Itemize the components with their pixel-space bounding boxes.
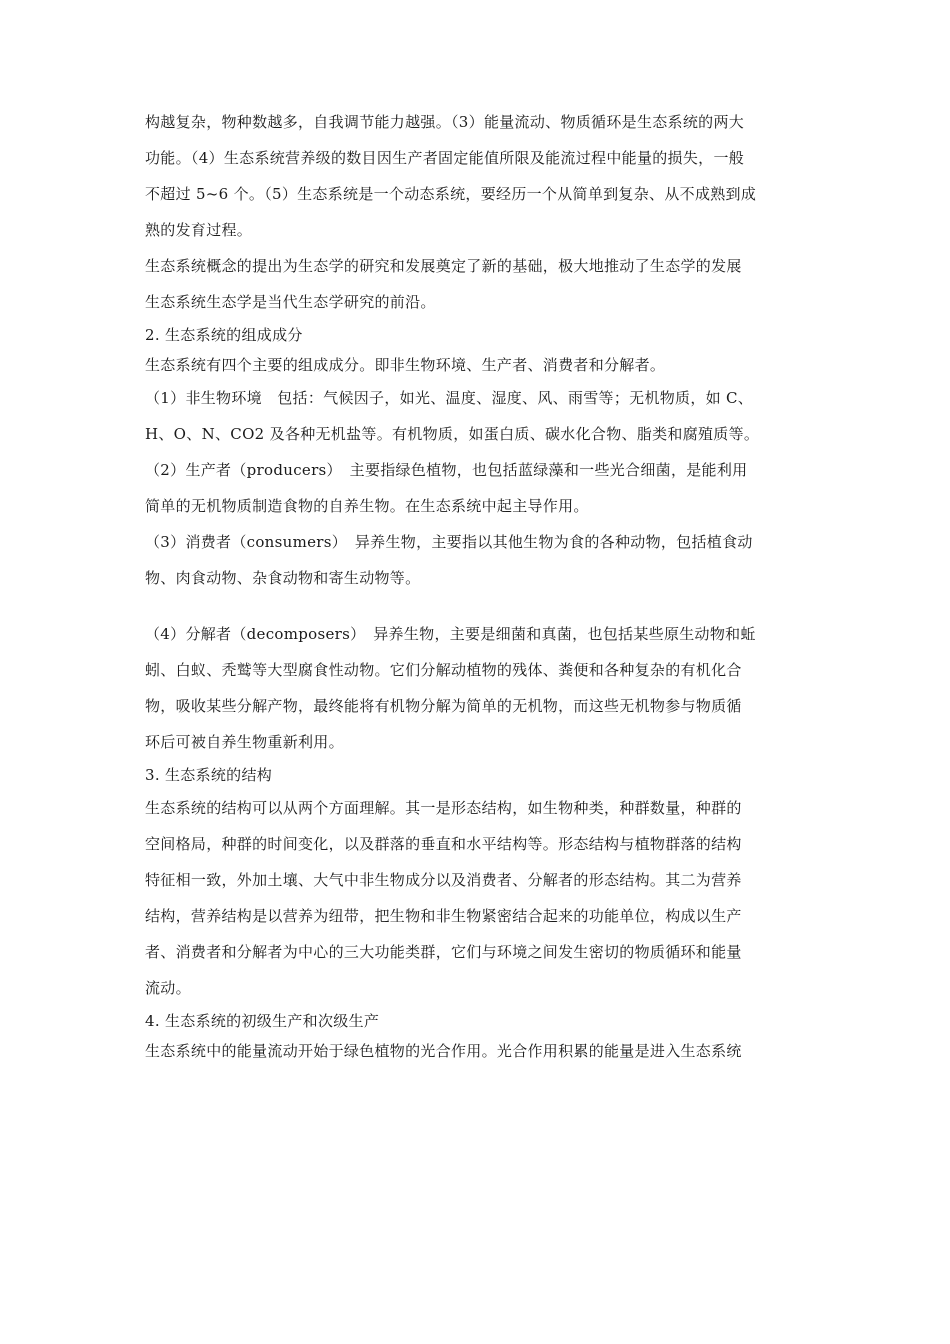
text-line: 熟的发育过程。 (145, 221, 253, 239)
paragraph-production: 生态系统中的能量流动开始于绿色植物的光合作用。光合作用积累的能量是进入生态系统 (145, 1042, 742, 1060)
text-line: 不超过 5~6 个。（5）生态系统是一个动态系统，要经历一个从简单到复杂、从不成熟到成 (145, 185, 757, 203)
text-line: 物、肉食动物、杂食动物和寄生动物等。 (145, 569, 421, 587)
text-line: （4）分解者（decomposers） 异养生物，主要是细菌和真菌，也包括某些原生动物和蚯 (145, 625, 756, 643)
paragraph-structure (145, 790, 809, 1006)
text-line: 特征相一致，外加土壤、大气中非生物成分以及消费者、分解者的形态结构。其二为营养 (145, 871, 742, 889)
list-item-abiotic-environment (145, 380, 809, 452)
paragraph-ecosystem-features (145, 104, 809, 248)
text-line: 生态系统的结构可以从两个方面理解。其一是形态结构，如生物种类，种群数量，种群的 (145, 799, 742, 817)
text-line: 生态系统概念的提出为生态学的研究和发展奠定了新的基础，极大地推动了生态学的发展 (145, 257, 742, 275)
paragraph-ecosystem-significance (145, 248, 809, 320)
text-line: 功能。（4）生态系统营养级的数目因生产者固定能值所限及能流过程中能量的损失，一般 (145, 149, 745, 167)
text-line: 蚓、白蚁、秃鹫等大型腐食性动物。它们分解动植物的残体、粪便和各种复杂的有机化合 (145, 661, 742, 679)
list-item-producers (145, 452, 809, 524)
text-line: （2）生产者（producers） 主要指绿色植物，也包括蓝绿藻和一些光合细菌，是能利用 (145, 461, 748, 479)
section-heading-components: 2. 生态系统的组成成分 (145, 326, 303, 344)
section-heading-production: 4. 生态系统的初级生产和次级生产 (145, 1012, 380, 1030)
text-line: 结构，营养结构是以营养为纽带，把生物和非生物紧密结合起来的功能单位，构成以生产 (145, 907, 742, 925)
text-line: 空间格局，种群的时间变化，以及群落的垂直和水平结构等。形态结构与植物群落的结构 (145, 835, 742, 853)
text-line: （1）非生物环境 包括：气候因子，如光、温度、湿度、风、雨雪等；无机物质，如 C、 (145, 389, 754, 407)
list-item-consumers (145, 524, 809, 596)
text-line: 流动。 (145, 979, 191, 997)
text-line: H、O、N、CO2 及各种无机盐等。有机物质，如蛋白质、碳水化合物、脂类和腐殖质等。 (145, 425, 760, 443)
section-heading-structure: 3. 生态系统的结构 (145, 766, 273, 784)
paragraph-components-intro: 生态系统有四个主要的组成成分。即非生物环境、生产者、消费者和分解者。 (145, 356, 666, 374)
list-item-decomposers (145, 616, 809, 760)
text-line: 生态系统生态学是当代生态学研究的前沿。 (145, 293, 436, 311)
text-line: 者、消费者和分解者为中心的三大功能类群，它们与环境之间发生密切的物质循环和能量 (145, 943, 742, 961)
text-line: 简单的无机物质制造食物的自养生物。在生态系统中起主导作用。 (145, 497, 589, 515)
paragraph-spacer (145, 596, 809, 616)
text-line: 物，吸收某些分解产物，最终能将有机物分解为简单的无机物，而这些无机物参与物质循 (145, 697, 742, 715)
text-line: 构越复杂，物种数越多，自我调节能力越强。（3）能量流动、物质循环是生态系统的两大 (145, 113, 745, 131)
text-line: 环后可被自养生物重新利用。 (145, 733, 344, 751)
text-line: （3）消费者（consumers） 异养生物，主要指以其他生物为食的各种动物，包括植食动 (145, 533, 753, 551)
document-body (145, 104, 809, 1066)
